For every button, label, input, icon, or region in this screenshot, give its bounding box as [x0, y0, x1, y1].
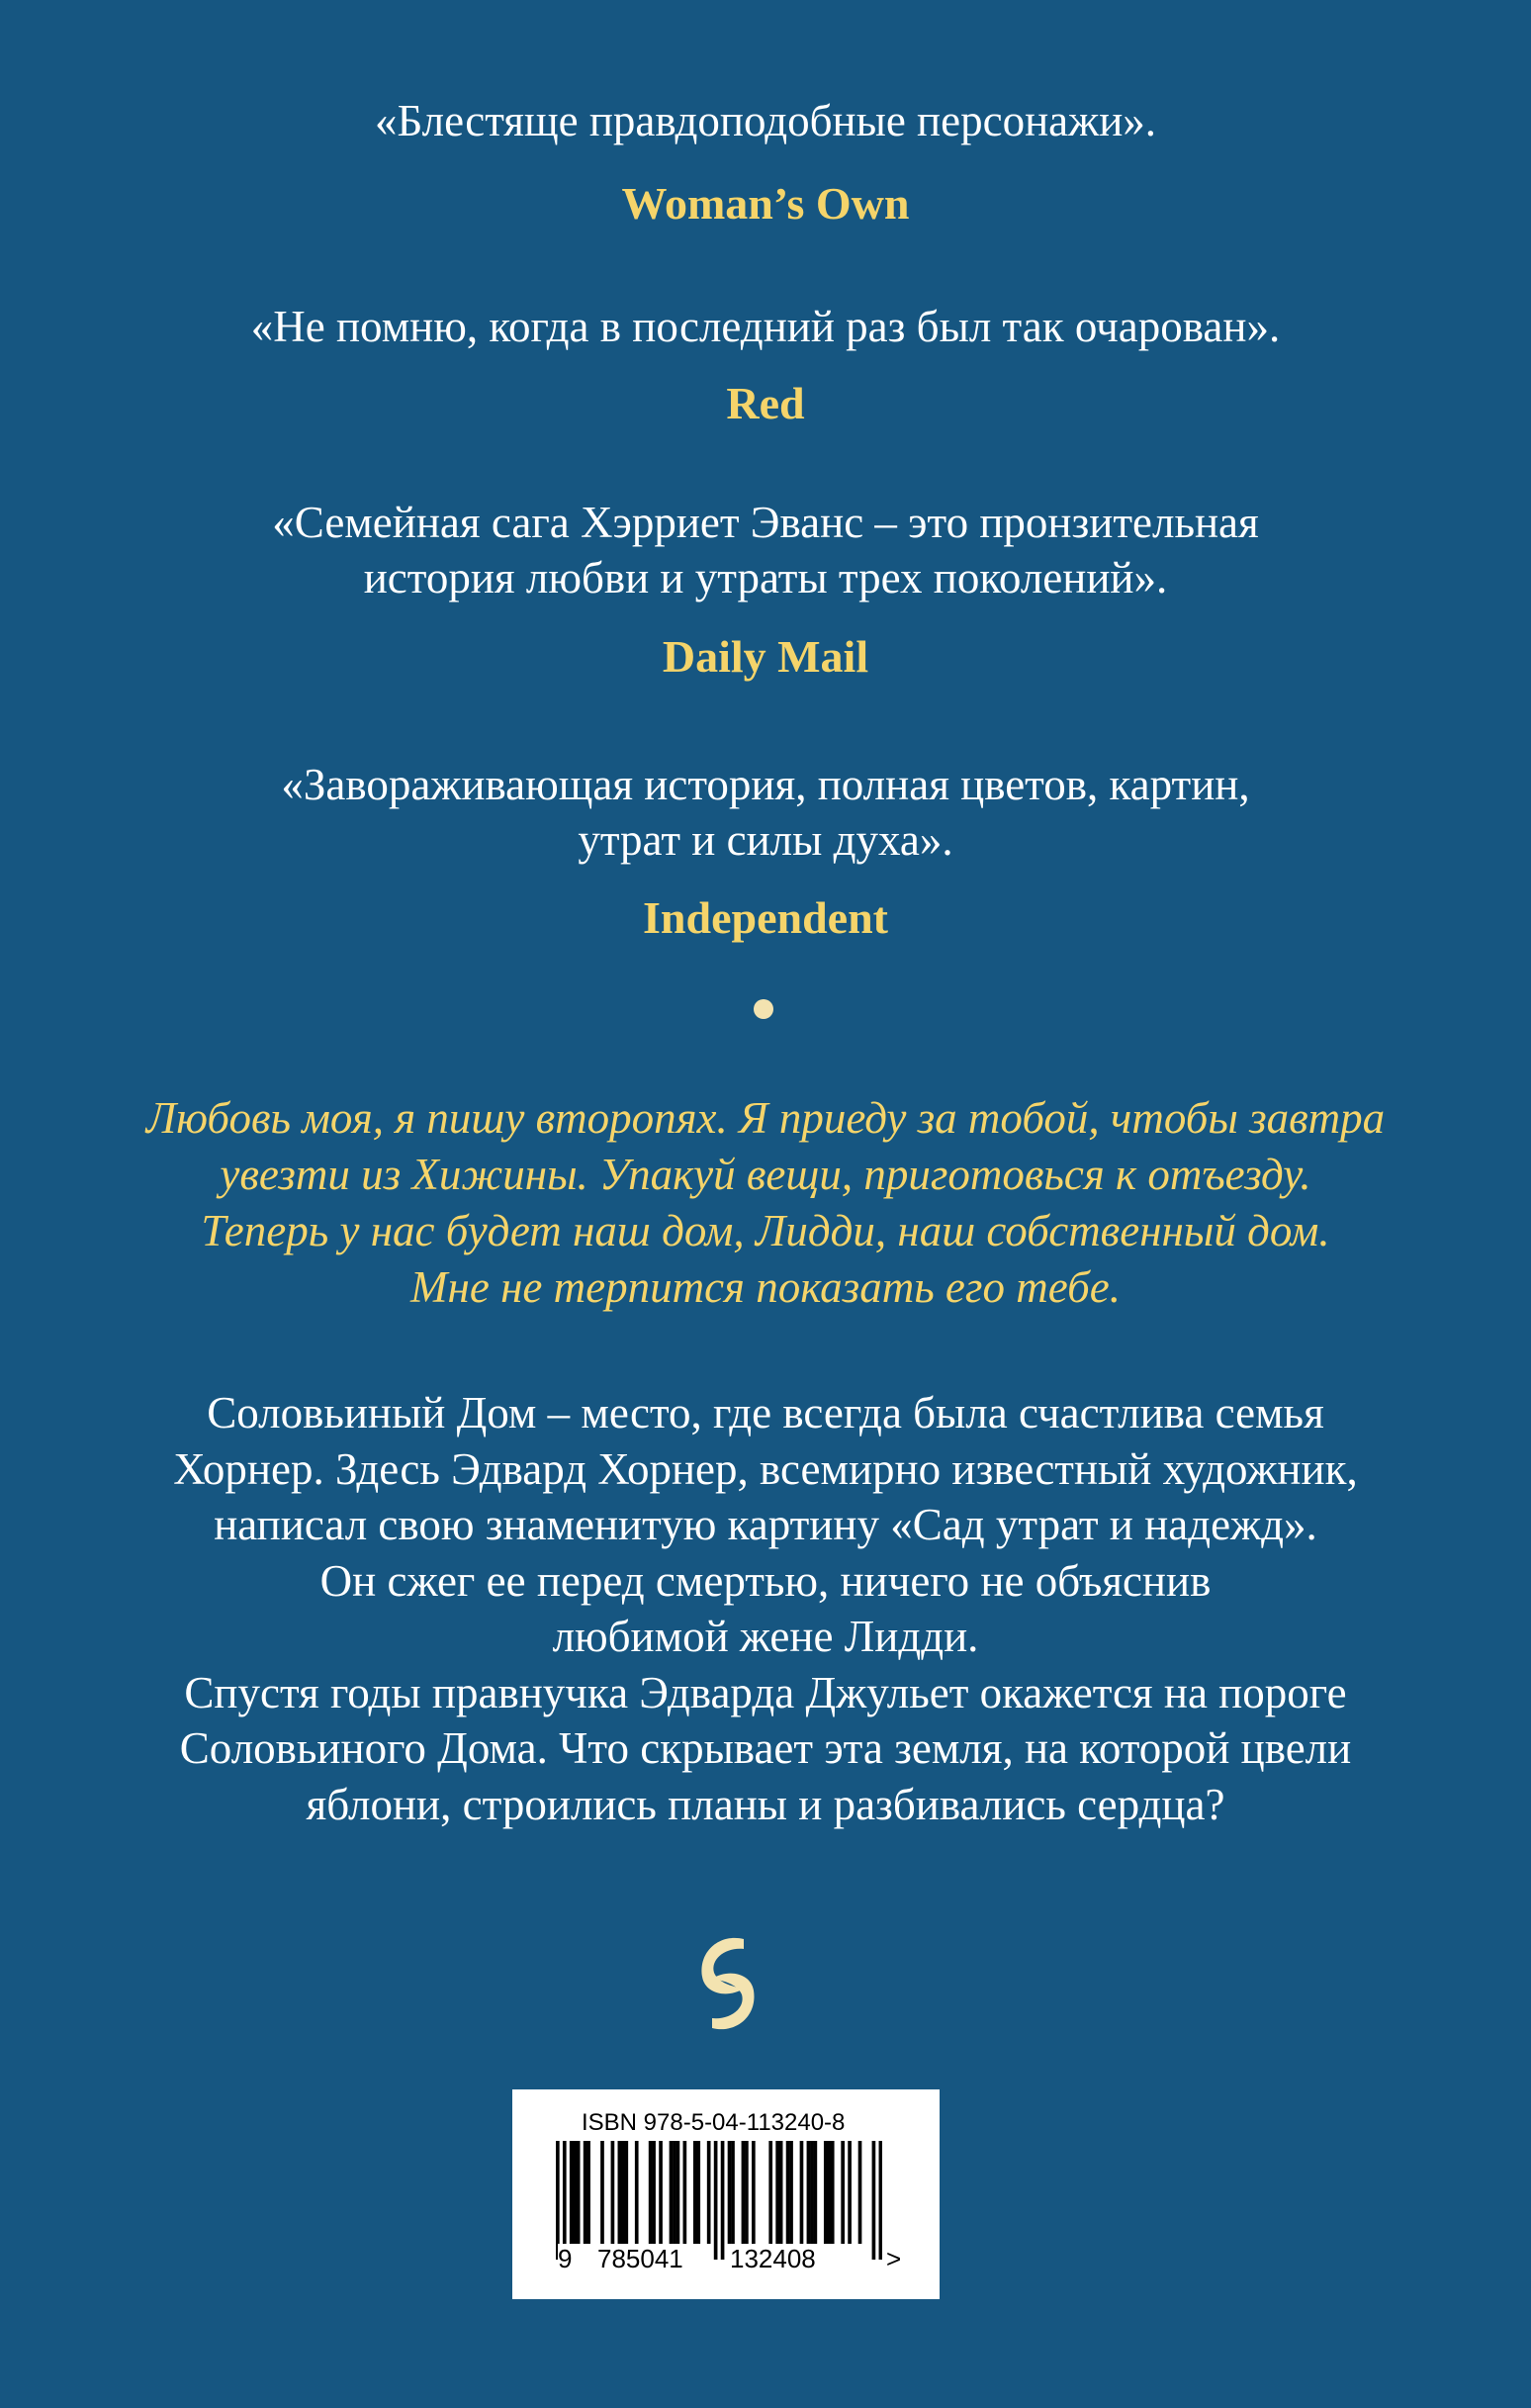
barcode-bar	[584, 2141, 587, 2244]
annotation-line: Спустя годы правнучка Эдварда Джульет окажется на пороге	[184, 1667, 1347, 1717]
barcode-bar	[621, 2141, 625, 2244]
barcode-bar	[775, 2141, 779, 2244]
barcode-bar	[577, 2141, 581, 2244]
barcode-bar	[673, 2141, 676, 2244]
review-source-1: Woman’s Own	[621, 178, 910, 229]
review-quote-line: история любви и утраты трех поколений».	[363, 553, 1168, 602]
barcode-bar	[827, 2141, 831, 2244]
barcode-digit-first: 9	[558, 2244, 573, 2273]
barcode-bar	[831, 2141, 835, 2244]
barcode-digits-right: 132408	[730, 2244, 816, 2273]
barcode-bar	[786, 2141, 790, 2244]
barcode-bar	[573, 2141, 577, 2244]
barcode-bar	[696, 2141, 700, 2244]
barcode-bar	[600, 2141, 604, 2244]
barcode-bar	[810, 2141, 814, 2244]
barcode-bar	[742, 2141, 746, 2244]
review-source-4: Independent	[643, 892, 888, 943]
annotation-line: написал свою знаменитую картину «Сад утрат и надежд».	[214, 1500, 1317, 1549]
barcode-bar	[586, 2141, 590, 2244]
review-source-2: Red	[726, 378, 805, 428]
barcode-bar	[611, 2141, 615, 2244]
review-quote-line: «Завораживающая история, полная цветов, картин,	[281, 760, 1250, 809]
review-quote-1	[0, 93, 1531, 148]
annotation-line: Соловьиный Дом – место, где всегда была счастлива семья	[207, 1388, 1324, 1437]
letter-line: Теперь у нас будет наш дом, Лидди, наш собственный дом.	[201, 1206, 1330, 1255]
barcode-bar	[652, 2141, 656, 2244]
barcode-bar	[872, 2141, 876, 2260]
review-quote-line: «Блестяще правдоподобные персонажи».	[374, 96, 1157, 145]
barcode-bar	[693, 2141, 697, 2244]
separator-dot	[754, 999, 773, 1019]
barcode-bar	[848, 2141, 852, 2244]
book-annotation	[0, 1385, 1531, 1832]
barcode-bar	[841, 2141, 845, 2244]
barcode-bar	[635, 2141, 639, 2244]
barcode-bar	[779, 2141, 783, 2244]
review-quote-2	[0, 299, 1531, 354]
barcode-bar	[649, 2141, 653, 2244]
annotation-line: любимой жене Лидди.	[552, 1612, 979, 1661]
barcode-bar	[768, 2141, 772, 2244]
letter-line: увезти из Хижины. Упакуй вещи, приготовься к отъезду.	[220, 1150, 1311, 1199]
review-quote-4	[0, 757, 1531, 868]
barcode-bar	[731, 2141, 735, 2244]
barcode-bar	[858, 2141, 862, 2244]
barcode-bar	[745, 2141, 749, 2244]
annotation-line: Соловьиного Дома. Что скрывает эта земля, на которой цвели	[179, 1723, 1352, 1773]
barcode-bar	[824, 2141, 828, 2244]
barcode-bar	[879, 2141, 882, 2260]
barcode-bar	[721, 2141, 725, 2260]
barcode-bar	[707, 2141, 711, 2244]
review-quote-line: «Не помню, когда в последний раз был так очарован».	[250, 302, 1281, 351]
barcode-bar	[683, 2141, 687, 2244]
barcode-quiet-mark: >	[886, 2244, 902, 2273]
barcode-bar	[814, 2141, 818, 2244]
eksmo-logo-icon	[692, 1929, 764, 2038]
barcode-bar	[624, 2141, 628, 2244]
annotation-line: Хорнер. Здесь Эдвард Хорнер, всемирно известный художник,	[173, 1443, 1358, 1494]
barcode-bar	[556, 2141, 560, 2260]
review-source-3: Daily Mail	[662, 631, 869, 682]
annotation-line: Он сжег ее перед смертью, ничего не объяснив	[319, 1555, 1212, 1606]
barcode-bars	[556, 2141, 882, 2260]
letter-line: Мне не терпится показать его тебе.	[410, 1262, 1121, 1312]
barcode-bar	[570, 2141, 574, 2244]
letter-excerpt	[0, 1090, 1531, 1316]
review-quote-3	[0, 495, 1531, 605]
review-quote-line: утрат и силы духа».	[578, 815, 953, 865]
barcode-bar	[807, 2141, 811, 2244]
barcode-bar	[618, 2141, 622, 2244]
letter-line: Любовь моя, я пишу второпях. Я приеду за тобой, чтобы завтра	[145, 1093, 1386, 1143]
barcode-bar	[800, 2141, 804, 2244]
review-quote-line: «Семейная сага Хэрриет Эванс – это пронзительная	[272, 498, 1259, 547]
isbn-label: ISBN 978-5-04-113240-8	[582, 2109, 846, 2136]
barcode-bar	[789, 2141, 793, 2244]
isbn-barcode	[512, 2089, 940, 2299]
barcode-bar	[563, 2141, 567, 2260]
barcode-bar	[676, 2141, 680, 2244]
barcode-digits-left: 785041	[597, 2244, 683, 2273]
barcode-bar	[714, 2141, 718, 2260]
barcode-bar	[670, 2141, 674, 2244]
annotation-line: яблони, строились планы и разбивались сердца?	[306, 1779, 1225, 1829]
barcode-bar	[728, 2141, 732, 2244]
barcode-bar	[752, 2141, 756, 2244]
barcode-bar	[659, 2141, 663, 2244]
